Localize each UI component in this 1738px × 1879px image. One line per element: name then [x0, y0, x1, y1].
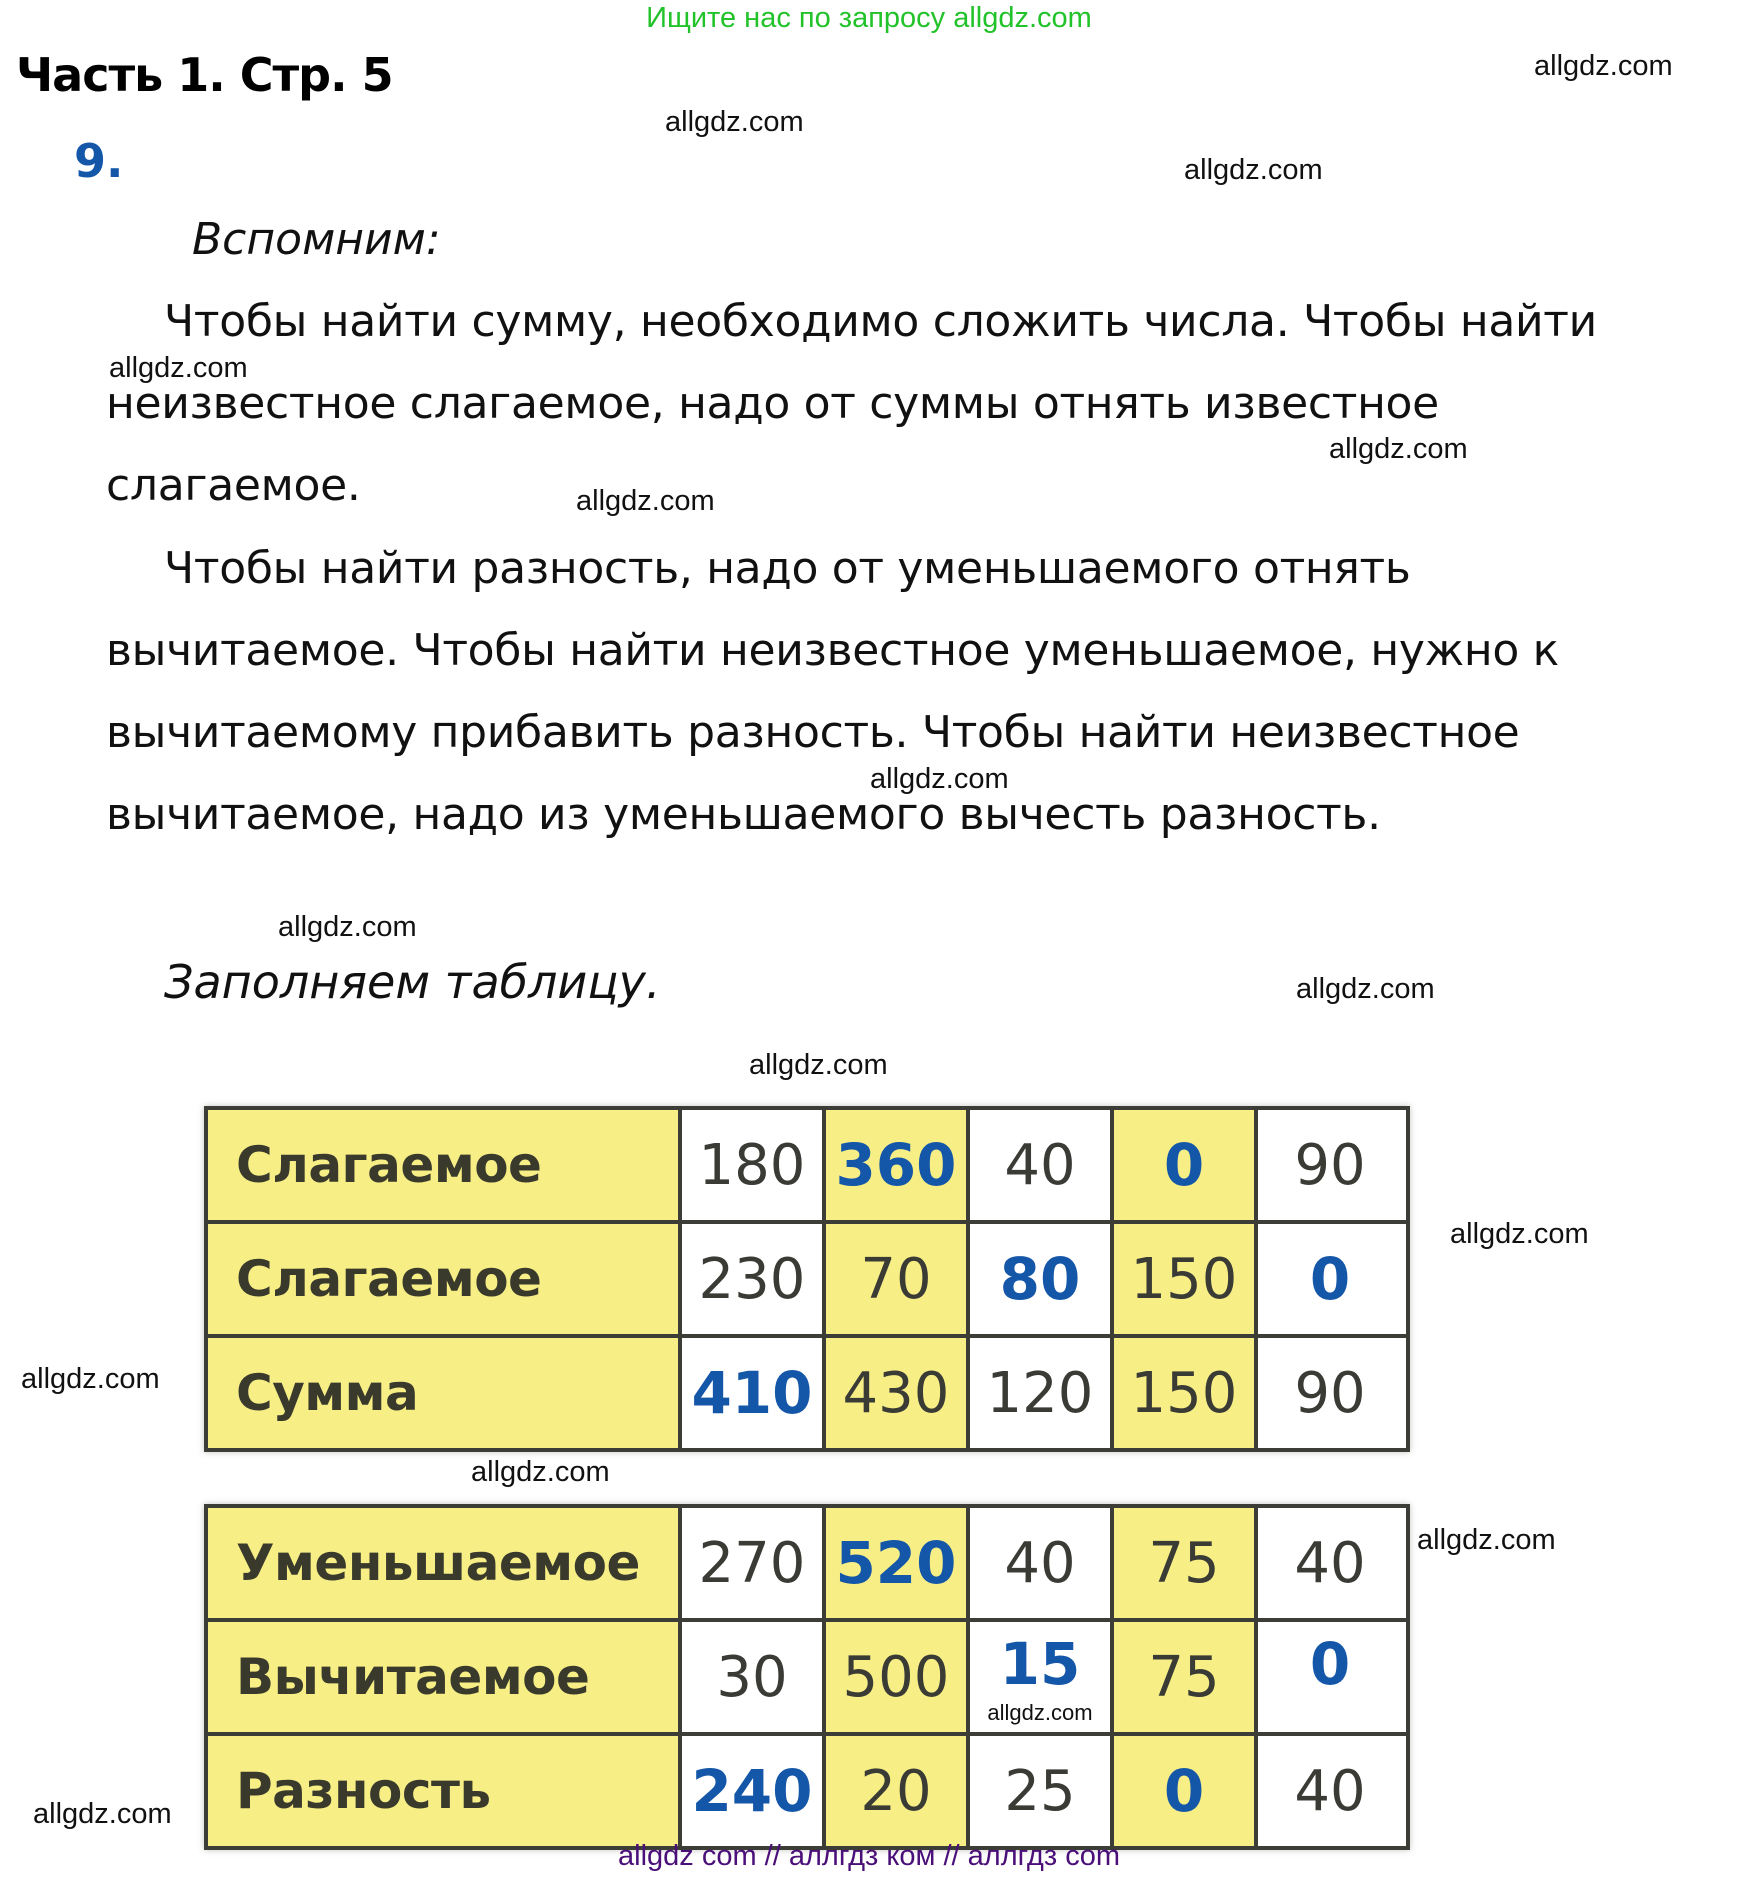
- table-cell: 30: [682, 1622, 826, 1732]
- paragraph-line: вычитаемому прибавить разность. Чтобы найти неизвестное: [106, 707, 1520, 758]
- subtraction-table: [204, 1504, 1410, 1850]
- table-row: [208, 1110, 1406, 1224]
- table-cell: 25: [970, 1736, 1114, 1846]
- answer-cell: 0: [1114, 1110, 1258, 1220]
- table-row: [208, 1508, 1406, 1622]
- answer-cell: 0: [1114, 1736, 1258, 1846]
- row-label: Сумма: [208, 1338, 682, 1448]
- table-cell: 430: [826, 1338, 970, 1448]
- answer-cell: 80: [970, 1224, 1114, 1334]
- task-number: 9.: [74, 134, 124, 188]
- answer-cell: 240: [682, 1736, 826, 1846]
- answer-cell: 0: [1309, 1630, 1351, 1698]
- watermark: allgdz.com: [665, 106, 804, 138]
- watermark: allgdz.com: [471, 1456, 610, 1488]
- table-cell: 40: [1294, 1758, 1366, 1824]
- watermark: allgdz.com: [1296, 973, 1435, 1005]
- table-cell: 75: [1114, 1508, 1258, 1618]
- table-cell: 230: [682, 1224, 826, 1334]
- watermark: allgdz.com: [576, 485, 715, 517]
- table-cell: 150: [1114, 1224, 1258, 1334]
- row-label: Разность: [208, 1736, 682, 1846]
- row-label: Уменьшаемое: [208, 1508, 682, 1618]
- paragraph-line: Чтобы найти сумму, необходимо сложить числа. Чтобы найти: [164, 296, 1597, 347]
- fill-table-heading: Заполняем таблицу.: [164, 955, 661, 1009]
- table-cell: 40: [970, 1110, 1114, 1220]
- footer-links[interactable]: allgdz com // аллгдз ком // аллгдз com: [618, 1840, 1120, 1872]
- watermark: allgdz.com: [109, 352, 248, 384]
- watermark: allgdz.com: [278, 911, 417, 943]
- table-cell: 90: [1294, 1132, 1366, 1198]
- search-banner[interactable]: Ищите нас по запросу allgdz.com: [646, 2, 1092, 34]
- watermark: allgdz.com: [1534, 50, 1673, 82]
- table-row: [208, 1224, 1406, 1338]
- watermark: allgdz.com: [1184, 154, 1323, 186]
- row-label: Слагаемое: [208, 1224, 682, 1334]
- table-cell: 500: [826, 1622, 970, 1732]
- answer-cell: [970, 1622, 1114, 1732]
- table-cell: 40: [1294, 1530, 1366, 1596]
- table-cell: 270: [682, 1508, 826, 1618]
- paragraph-line: слагаемое.: [106, 460, 361, 511]
- table-cell: 75: [1114, 1622, 1258, 1732]
- table-row: [208, 1622, 1406, 1736]
- watermark: allgdz.com: [1450, 1218, 1589, 1250]
- watermark: allgdz.com: [870, 763, 1009, 795]
- table-cell: 40: [970, 1508, 1114, 1618]
- row-label: Слагаемое: [208, 1110, 682, 1220]
- answer-value: 15: [999, 1630, 1081, 1698]
- answer-cell: 410: [682, 1338, 826, 1448]
- answer-cell: 0: [1309, 1245, 1351, 1313]
- row-label: Вычитаемое: [208, 1622, 682, 1732]
- table-cell: 20: [826, 1736, 970, 1846]
- answer-cell: 360: [826, 1110, 970, 1220]
- table-cell: 70: [826, 1224, 970, 1334]
- recall-heading: Вспомним:: [192, 214, 441, 265]
- paragraph-line: вычитаемое. Чтобы найти неизвестное уменьшаемое, нужно к: [106, 625, 1559, 676]
- watermark: allgdz.com: [1329, 433, 1468, 465]
- paragraph-line: неизвестное слагаемое, надо от суммы отнять известное: [106, 378, 1439, 429]
- answer-cell: 520: [826, 1508, 970, 1618]
- watermark: allgdz.com: [749, 1049, 888, 1081]
- watermark: allgdz.com: [1417, 1524, 1556, 1556]
- table-cell: 120: [970, 1338, 1114, 1448]
- page-title: Часть 1. Стр. 5: [16, 48, 393, 102]
- table-row: [208, 1338, 1406, 1448]
- watermark: allgdz.com: [33, 1798, 172, 1830]
- watermark: allgdz.com: [987, 1700, 1093, 1725]
- table-cell: 90: [1294, 1360, 1366, 1426]
- watermark: allgdz.com: [21, 1363, 160, 1395]
- addition-table: [204, 1106, 1410, 1452]
- paragraph-line: Чтобы найти разность, надо от уменьшаемого отнять: [164, 543, 1411, 594]
- table-row: [208, 1736, 1406, 1846]
- table-cell: 150: [1114, 1338, 1258, 1448]
- paragraph-line: вычитаемое, надо из уменьшаемого вычесть разность.: [106, 789, 1381, 840]
- table-cell: 180: [682, 1110, 826, 1220]
